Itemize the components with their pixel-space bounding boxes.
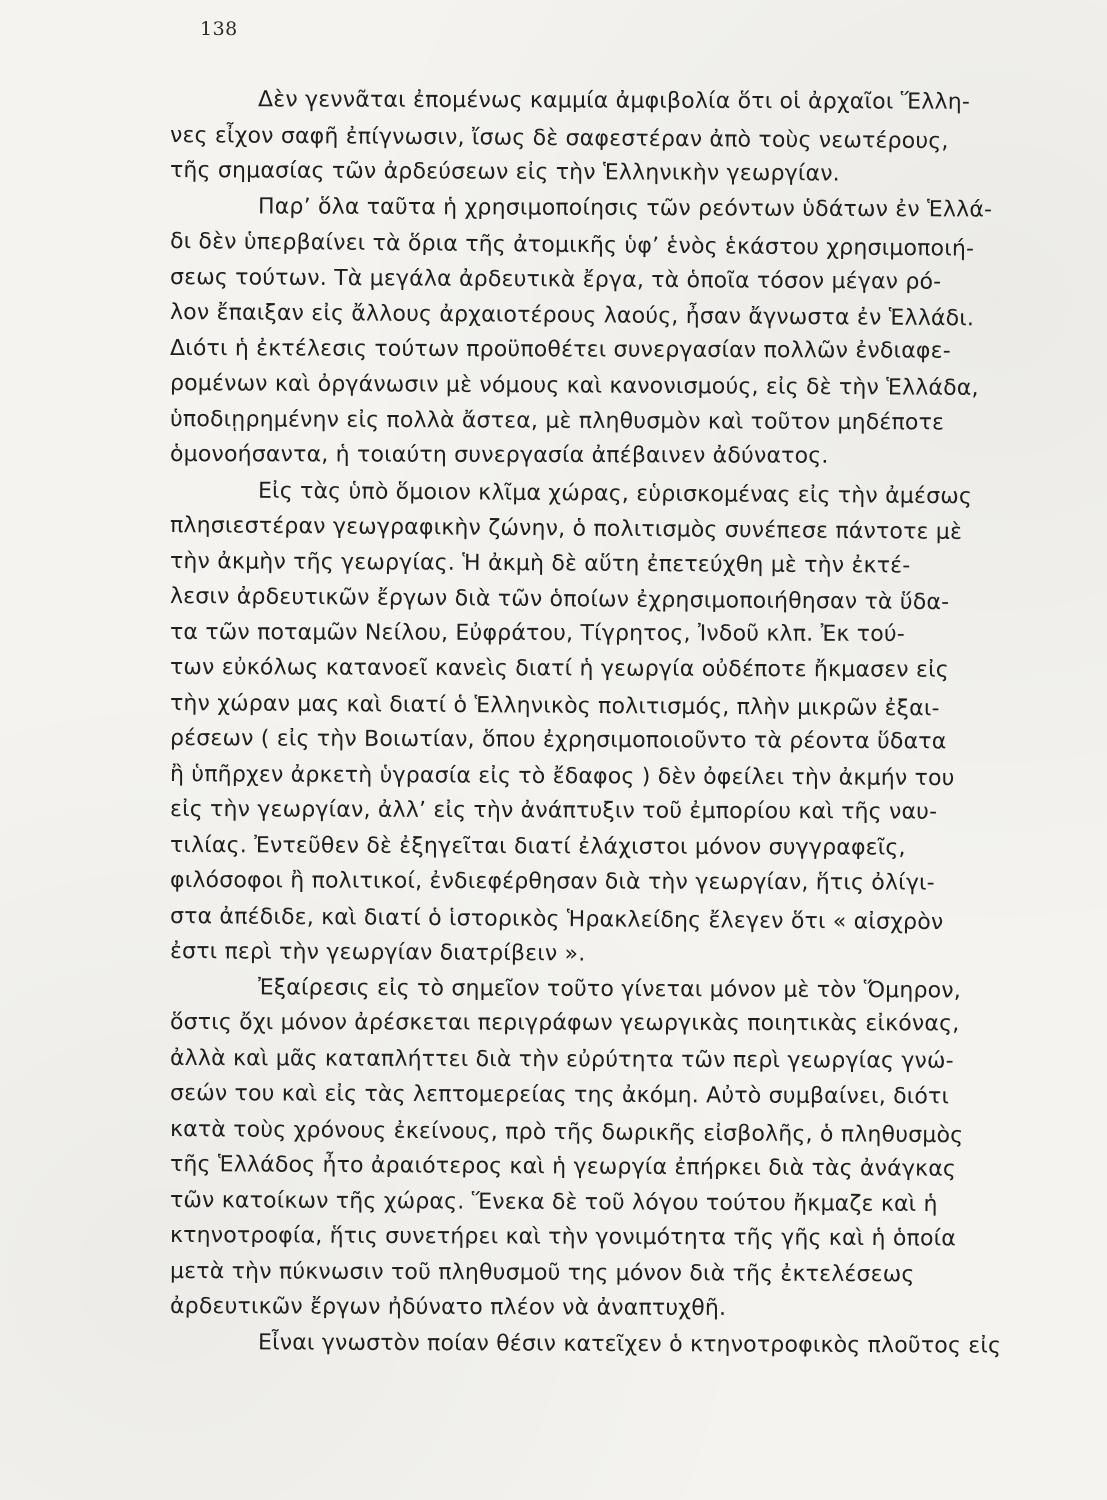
text-line: τῆς σημασίας τῶν ἀρδεύσεων εἰς τὴν Ἑλληνικὴν γεωργίαν. — [169, 158, 840, 187]
text-line: κατὰ τοὺς χρόνους ἐκείνους, πρὸ τῆς δωρικῆς εἰσβολῆς, ὁ πληθυσμὸς — [169, 1116, 964, 1148]
text-line: νες εἶχον σαφῆ ἐπίγνωσιν, ἴσως δὲ σαφεστέραν ἀπὸ τοὺς νεωτέρους, — [169, 122, 949, 154]
text-line: ἀρδευτικῶν ἔργων ἠδύνατο πλέον νὰ ἀναπτυχθῆ. — [169, 1294, 727, 1321]
text-line: λον ἔπαιξαν εἰς ἄλλους ἀρχαιοτέρους λαούς, ἦσαν ἄγνωστα ἐν Ἑλλάδι. — [169, 300, 975, 332]
text-line: τῶν κατοίκων τῆς χώρας. Ἕνεκα δὲ τοῦ λόγου τούτου ἤκμαζε καὶ ἡ — [169, 1187, 938, 1217]
text-line: στα ἀπέδιδε, καὶ διατί ὁ ἱστορικὸς Ἡρακλείδης ἔλεγεν ὅτι « αἰσχρὸν — [169, 903, 944, 935]
text-line: μετὰ τὴν πύκνωσιν τοῦ πληθυσμοῦ της μόνον διὰ τῆς ἐκτελέσεως — [169, 1258, 915, 1287]
text-line: ρομένων καὶ ὀργάνωσιν μὲ νόμους καὶ κανονισμούς, εἰς δὲ τὴν Ἑλλάδα, — [169, 371, 979, 401]
book-text — [170, 82, 1070, 1360]
text-line: τὴν χώραν μας καὶ διατί ὁ Ἑλληνικὸς πολιτισμός, πλὴν μικρῶν ἐξαι- — [169, 690, 940, 721]
text-line: των εὐκόλως κατανοεῖ κανεὶς διατί ἡ γεωργία οὐδέποτε ἤκμασεν εἰς — [169, 655, 949, 683]
text-line: σεως τούτων. Τὰ μεγάλα ἀρδευτικὰ ἔργα, τὰ ὁποῖα τόσον μέγαν ρό- — [169, 264, 942, 295]
text-line: τιλίας. Ἐντεῦθεν δὲ ἐξηγεῖται διατί ἐλάχιστοι μόνον συγγραφεῖς, — [169, 832, 906, 861]
text-line: σεών του καὶ εἰς τὰς λεπτομερείας της ἀκόμη. Αὐτὸ συμβαίνει, διότι — [169, 1081, 950, 1110]
text-line: ὑποδιῃρημένην εἰς πολλὰ ἄστεα, μὲ πληθυσμὸν καὶ τοῦτον μηδέποτε — [169, 406, 945, 435]
text-line: ἀλλὰ καὶ μᾶς καταπλήττει διὰ τὴν εὐρύτητα τῶν περὶ γεωργίας γνώ- — [169, 1045, 954, 1074]
page-number: 138 — [200, 18, 238, 40]
text-line: δι δὲν ὑπερβαίνει τὰ ὅρια τῆς ἀτομικῆς ὑφ’ ἑνὸς ἑκάστου χρησιμοποιή- — [169, 229, 975, 262]
text-line: Εἰς τὰς ὑπὸ ὅμοιον κλῖμα χώρας, εὑρισκομένας εἰς τὴν ἀμέσως — [257, 478, 973, 509]
text-line: τῆς Ἑλλάδος ἦτο ἀραιότερος καὶ ἡ γεωργία ἐπήρκει διὰ τὰς ἀνάγκας — [169, 1152, 957, 1182]
text-line: εἰς τὴν γεωργίαν, ἀλλ’ εἰς τὴν ἀνάπτυξιν τοῦ ἐμπορίου καὶ τῆς ναυ- — [169, 797, 938, 825]
text-line: φιλόσοφοι ἢ πολιτικοί, ἐνδιεφέρθησαν διὰ τὴν γεωργίαν, ἥτις ὀλίγι- — [169, 868, 935, 896]
text-line: ἢ ὑπῆρχεν ἀρκετὴ ὑγρασία εἰς τὸ ἔδαφος ) δὲν ὀφείλει τὴν ἀκμήν του — [169, 761, 955, 791]
text-line: ἐστι περὶ τὴν γεωργίαν διατρίβειν ». — [169, 939, 586, 967]
text-line: τα τῶν ποταμῶν Νείλου, Εὐφράτου, Τίγρητος, Ἰνδοῦ κλπ. Ἐκ τού- — [169, 619, 905, 647]
text-line: ρέσεων ( εἰς τὴν Βοιωτίαν, ὅπου ἐχρησιμοποιοῦντο τὰ ρέοντα ὕδατα — [169, 726, 947, 755]
text-line: ὁμονοήσαντα, ἡ τοιαύτη συνεργασία ἀπέβαινεν ἀδύνατος. — [169, 442, 829, 469]
text-line: Εἶναι γνωστὸν ποίαν θέσιν κατεῖχεν ὁ κτηνοτροφικὸς πλοῦτος εἰς — [257, 1329, 1002, 1359]
text-line: τὴν ἀκμὴν τῆς γεωργίας. Ἡ ἀκμὴ δὲ αὕτη ἐπετεύχθη μὲ τὴν ἐκτέ- — [169, 548, 911, 579]
text-line: λεσιν ἀρδευτικῶν ἔργων διὰ τῶν ὁποίων ἐχρησιμοποιήθησαν τὰ ὕδα- — [169, 584, 950, 616]
text-line: Δὲν γεννᾶται ἐπομένως καμμία ἀμφιβολία ὅτι οἱ ἀρχαῖοι Ἕλλη- — [257, 87, 971, 115]
text-line: κτηνοτροφία, ἥτις συνετήρει καὶ τὴν γονιμότητα τῆς γῆς καὶ ἡ ὁποία — [169, 1223, 957, 1252]
text-line: πλησιεστέραν γεωγραφικὴν ζώνην, ὁ πολιτισμὸς συνέπεσε πάντοτε μὲ — [169, 513, 963, 545]
text-line: Διότι ἡ ἐκτέλεσις τούτων προϋποθέτει συνεργασίαν πολλῶν ἐνδιαφε- — [169, 335, 951, 364]
text-line: ὅστις ὄχι μόνον ἀρέσκεται περιγράφων γεωργικὰς ποιητικὰς εἰκόνας, — [169, 1010, 960, 1037]
text-line: Ἐξαίρεσις εἰς τὸ σημεῖον τοῦτο γίνεται μόνον μὲ τὸν Ὅμηρον, — [257, 974, 962, 1003]
text-line: Παρ’ ὅλα ταῦτα ἡ χρησιμοποίησις τῶν ρεόντων ὑδάτων ἐν Ἑλλά- — [257, 193, 993, 223]
